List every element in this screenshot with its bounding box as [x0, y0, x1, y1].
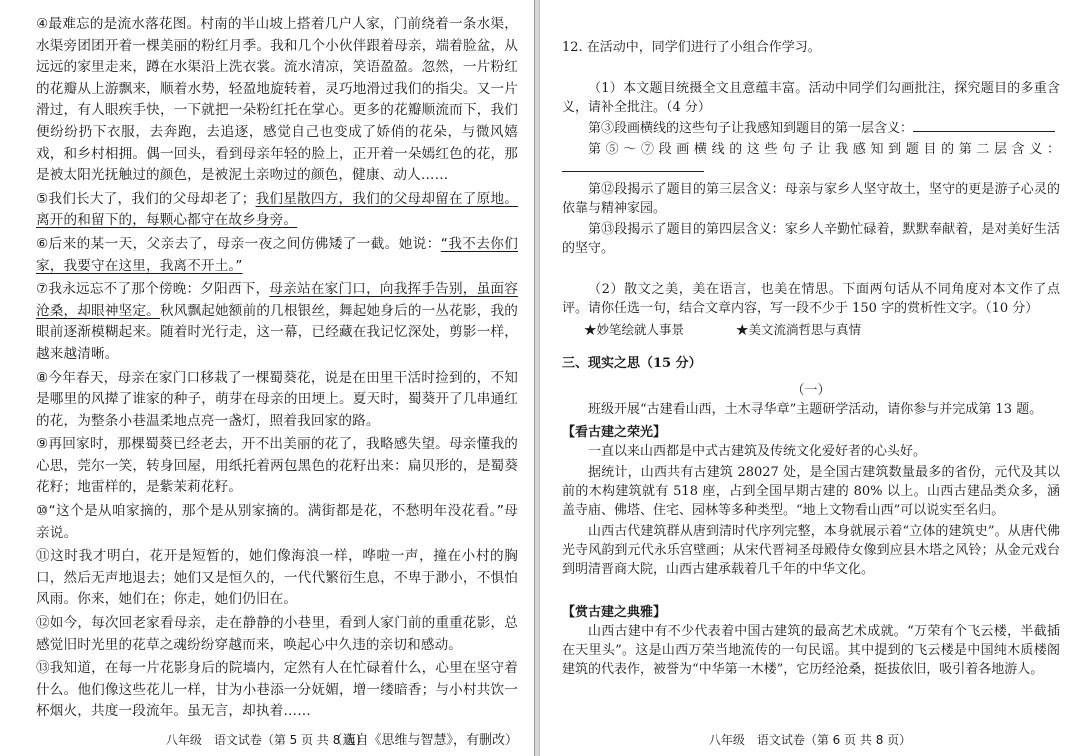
comment-option-1: ★妙笔绘就人事景 — [584, 322, 685, 337]
answer-line-4: 第⑬段揭示了题目的第四层含义：家乡人辛勤忙碌着，默默奉献着，是对美好生活的坚守。 — [562, 222, 1060, 256]
activity-intro: 班级开展“古建看山西，土木寻华章”主题研学活动，请你参与并完成第 13 题。 — [588, 402, 1043, 417]
paragraph-7-text: ⑦我永远忘不了那个傍晚：夕阳西下， — [36, 281, 270, 298]
paragraph-4: ④最难忘的是流水落花图。村南的半山坡上搭着几户人家，门前绕着一条水渠，水渠旁团团开着一棵美丽的粉红月季。我和几个小伙伴跟着母亲，端着脸盆，从远远的家里走来，蹲在水渠沿上洗衣裳。流水清凉，笑语盈盈。忽然，一片粉红的花瓣从上游飘来，顺着水势，轻盈地旋转着，灵巧地滑过我们的指尖。又一片滑过，有人眼疾手快，一下就把一朵粉红托在掌心。更多的花瓣顺流而下，我们便纷纷扔下衣服，去奔跑，去追逐，感觉自己也变成了娇俏的花朵，与微风嬉戏，和乡村相拥。偶一回头，看到母亲年轻的脸上，正开着一朵嫣红色的花，那是被太阳光抚触过的颜色，是被泥土亲吻过的颜色，健康、动人…… — [36, 16, 518, 184]
glory-paragraph-1: 一直以来山西都是中式古建筑及传统文化爱好者的心头好。 — [588, 444, 927, 459]
answer-line-1 — [562, 119, 1060, 138]
answer-line-1-text: 第③段画横线的这些句子让我感知到题目的第一层含义： — [588, 121, 914, 136]
paragraph-9: ⑨再回家时，那棵蜀葵已经老去，开不出美丽的花了，我略感失望。母亲懂我的心思，莞尔一笑，转身回屋，用纸托着两包黑色的花籽出来：扁贝形的，是蜀葵花籽；地雷样的，是紫茉莉花籽。 — [36, 436, 518, 496]
subheading-glory: 【看古建之荣光】 — [562, 425, 667, 440]
paragraph-5-text: ⑤我们长大了，我们的父母却老了； — [36, 190, 256, 207]
answer-line-2 — [562, 140, 1060, 178]
paragraph-11: ⑪这时我才明白，花开是短暂的，她们像海浪一样，哗啦一声，撞在小村的胸口，然后无声地退去；她们又是恒久的，一代代繁衍生息，不卑于渺小，不惧怕风雨。你来，她们在；你走，她们仍旧在。 — [36, 548, 518, 608]
paragraph-7-rest: 秋风飘起她额前的几根银丝，舞起她身后的一丛花影，我的眼前逐渐模糊起来。随着时光行走，这一幕，已经藏在我记忆深处，剪影一样，越来越清晰。 — [36, 302, 518, 362]
comment-options — [562, 320, 1060, 338]
page-footer-left: 八年级 语文试卷（第 5 页 共 8 页） — [165, 733, 369, 747]
paragraph-5-underlined: 我们星散四方，我们的父母却留在了原地。离开的和留下的，每颗心都守在故乡身旁。 — [36, 190, 518, 229]
answer-blank-2[interactable] — [562, 159, 704, 172]
glory-paragraph-3: 山西古代建筑群从唐到清时代序列完整，本身就展示着“立体的建筑史”。从唐代佛光寺风韵到元代永乐宫壁画；从宋代晋祠圣母殿侍女像到应县木塔之风铃；从金元戏台到明清晋商大院，山西古建承载着几千年的中华文化。 — [562, 524, 1060, 577]
part-1-heading: （一） — [791, 383, 831, 398]
glory-paragraph-2: 据统计，山西共有古建筑 28027 处，是全国古建筑数量最多的省份，元代及其以前的木构建筑就有 518 座，占到全国早期古建的 80% 以上。山西古建品类众多，涵盖寺庙、佛塔、住宅、园林等多种类型。“地上文物看山西”可以说实至名归。 — [562, 465, 1060, 518]
answer-line-3: 第⑫段揭示了题目的第三层含义：母亲与家乡人坚守故土，坚守的更是游子心灵的依靠与精神家园。 — [562, 182, 1060, 216]
spacer — [562, 266, 1060, 280]
question-12: 12. 在活动中，同学们进行了小组合作学习。 — [562, 40, 821, 55]
section-3-heading: 三、现实之思（15 分） — [562, 356, 702, 371]
paragraph-5 — [36, 189, 518, 232]
paragraph-8: ⑧今年春天，母亲在家门口移栽了一棵蜀葵花，说是在田里干活时捡到的，不知是哪里的风撵了谁家的种子，萌芽在母亲的田埂上。夏天时，蜀葵开了几串通红的花，为整条小巷温柔地点亮一盏灯，照着我回家的路。 — [36, 369, 518, 429]
question-12-1: （1）本文题目统摄全文且意蕴丰富。活动中同学们勾画批注，探究题目的多重含义，请补全批注。（4 分） — [562, 81, 1060, 115]
paragraph-10: ⑩“这个是从咱家摘的，那个是从别家摘的。满街都是花，不愁明年没花看。”母亲说。 — [36, 503, 518, 541]
page-footer-right: 八年级 语文试卷（第 6 页 共 8 页） — [708, 733, 912, 747]
question-12-2: （2）散文之美，美在语言，也美在情思。下面两句话从不同角度对本文作了点评。请你任选一句，结合文章内容，写一段不少于 150 字的赏析性文字。（10 分） — [562, 282, 1060, 316]
spacer — [562, 65, 1060, 79]
elegance-paragraph-1: 山西古建中有不少代表着中国古建筑的最高艺术成就。“万荣有个飞云楼，半截插在天里头”。这是山西万荣当地流传的一句民谣。其中提到的飞云楼是中国纯木质楼阁建筑的代表作，被誉为“中华第一木楼”，它历经沧桑，挺拔依旧，吸引着各地游人。 — [562, 624, 1060, 677]
paragraph-6 — [36, 234, 518, 277]
paragraph-6-underlined: “我不去你们家，我要守在这里，我离不开土。” — [36, 235, 518, 274]
paragraph-13: ⑬我知道，在每一片花影身后的院墙内，定然有人在忙碌着什么，心里在坚守着什么。他们像这些花儿一样，甘为小巷添一分妩媚，增一缕暗香；与小村共饮一杯烟火，共度一段流年。虽无言，却执着…… — [36, 660, 518, 720]
paragraph-7 — [36, 279, 518, 365]
left-page — [0, 0, 534, 756]
paragraph-6-text: ⑥后来的某一天，父亲去了，母亲一夜之间仿佛矮了一截。她说： — [36, 235, 441, 252]
source-note: （选自《思维与智慧》，有删改） — [329, 733, 518, 748]
answer-line-2-text: 第⑤～⑦段画横线的这些句子让我感知到题目的第二层含义： — [588, 142, 1060, 157]
comment-option-2: ★美文流淌哲思与真情 — [736, 322, 862, 337]
paragraph-12: ⑫如今，每次回老家看母亲，走在静静的小巷里，看到人家门前的重重花影，总感觉旧时光里的花草之魂纷纷穿越而来，唤起心中久违的亲切和感动。 — [36, 615, 518, 653]
subheading-elegance: 【赏古建之典雅】 — [562, 605, 667, 620]
paragraph-7-underlined: 母亲站在家门口，向我挥手告别，虽面容沧桑，却眼神坚定。 — [36, 281, 518, 319]
right-page — [540, 0, 1080, 756]
spacer — [562, 587, 1060, 601]
answer-blank-1[interactable] — [913, 119, 1055, 132]
